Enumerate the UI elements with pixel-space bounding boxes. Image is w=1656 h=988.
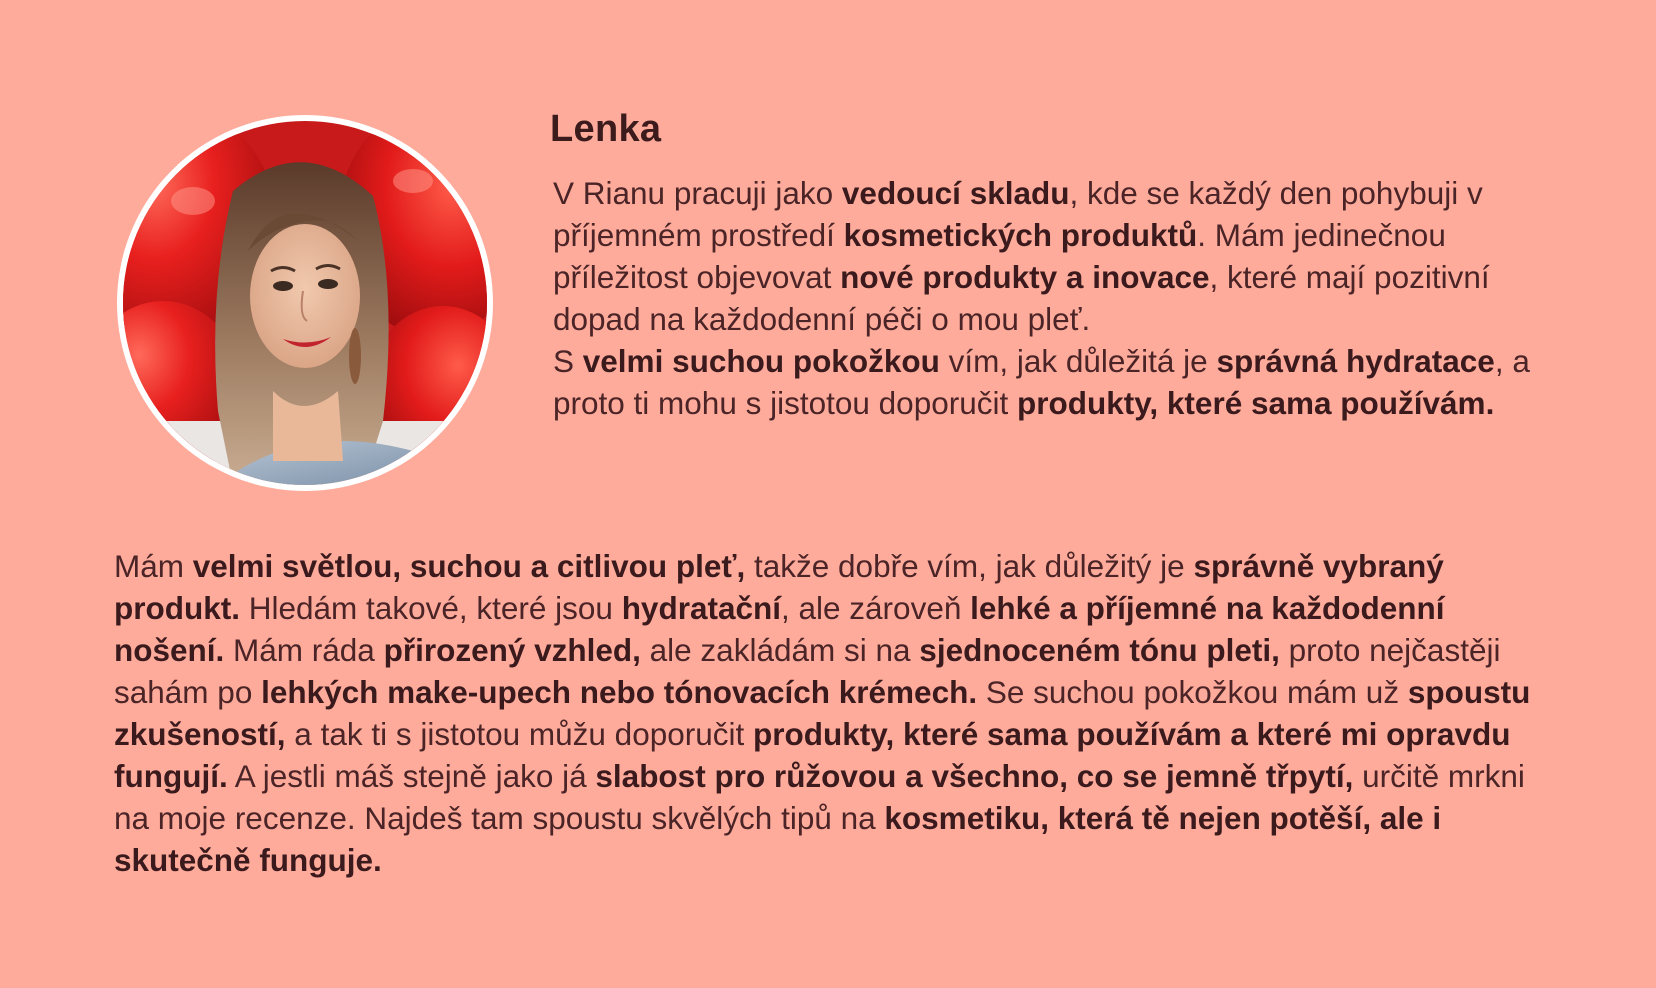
desc-text: Se suchou pokožkou mám už	[977, 674, 1408, 710]
bio-highlight: nové produkty a inovace	[840, 259, 1210, 295]
desc-highlight: hydratační	[621, 590, 781, 626]
desc-text: Mám ráda	[224, 632, 384, 668]
desc-highlight: velmi světlou, suchou a citlivou pleť,	[192, 548, 746, 584]
bio-highlight: vedoucí skladu	[841, 175, 1070, 211]
bio-highlight: produkty, které sama používám.	[1017, 385, 1495, 421]
bio-text: , které mají pozitivní dopad na každodenní péči o mou pleť.	[553, 259, 1490, 337]
bio-text: , kde se každý den pohybuji v příjemném prostředí	[553, 175, 1483, 253]
bio-text: V Rianu pracuji jako	[553, 175, 842, 211]
profile-name: Lenka	[550, 108, 662, 150]
bio-text: S	[553, 343, 583, 379]
desc-text: takže dobře vím, jak důležitý je	[745, 548, 1194, 584]
portrait-photo	[123, 121, 487, 485]
desc-text: Hledám takové, které jsou	[240, 590, 622, 626]
desc-highlight: lehkých make-upech nebo tónovacích krémech.	[261, 674, 978, 710]
desc-highlight: spoustu zkušeností,	[114, 674, 1531, 752]
bio-text: . Mám jedinečnou příležitost objevovat	[553, 217, 1446, 295]
desc-text: , ale zároveň	[781, 590, 971, 626]
desc-text: proto nejčastěji sahám po	[114, 632, 1501, 710]
bio-text: , a proto ti mohu s jistotou doporučit	[553, 343, 1530, 421]
desc-highlight: správně vybraný produkt.	[114, 548, 1444, 626]
desc-text: a tak ti s jistotou můžu doporučit	[285, 716, 754, 752]
desc-text: ale zakládám si na	[640, 632, 920, 668]
desc-highlight: slabost pro růžovou a všechno, co se jemně třpytí,	[595, 758, 1354, 794]
bio-paragraph	[553, 172, 1553, 424]
description-paragraph	[114, 545, 1554, 881]
desc-text: Mám	[114, 548, 193, 584]
desc-highlight: lehké a příjemné na každodenní nošení.	[114, 590, 1445, 668]
bio-text: vím, jak důležitá je	[939, 343, 1217, 379]
desc-highlight: sjednoceném tónu pleti,	[919, 632, 1280, 668]
desc-text: určitě mrkni na moje recenze. Najdeš tam spoustu skvělých tipů na	[114, 758, 1525, 836]
desc-text: A jestli máš stejně jako já	[227, 758, 596, 794]
avatar-frame	[117, 115, 493, 491]
desc-highlight: přirozený vzhled,	[383, 632, 641, 668]
desc-highlight: kosmetiku, která tě nejen potěší, ale i skutečně funguje.	[114, 800, 1442, 878]
bio-highlight: kosmetických produktů	[843, 217, 1198, 253]
bio-highlight: velmi suchou pokožkou	[582, 343, 940, 379]
bio-highlight: správná hydratace	[1216, 343, 1495, 379]
avatar	[123, 121, 487, 485]
desc-highlight: produkty, které sama používám a které mi opravdu fungují.	[114, 716, 1511, 794]
